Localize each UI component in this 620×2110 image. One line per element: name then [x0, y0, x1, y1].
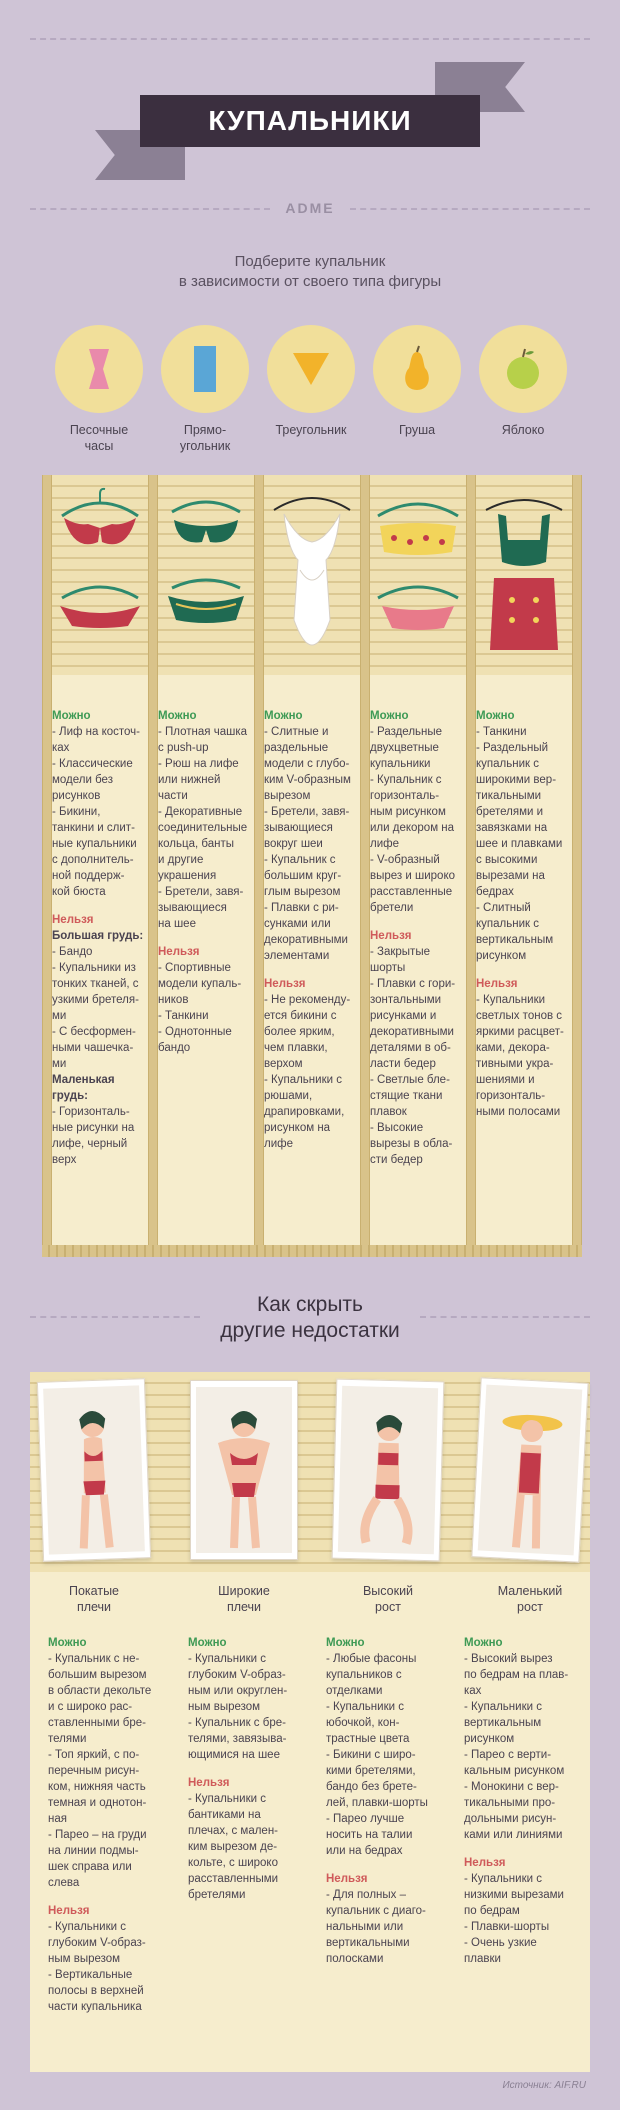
- panel-post: [42, 475, 52, 1255]
- hourglass-circle: [55, 325, 143, 413]
- body-type-label-pear: Груша: [398, 423, 436, 437]
- section-title: Как скрыть другие недостатки: [220, 1293, 400, 1342]
- woman-illustration: [57, 1402, 132, 1554]
- body-type-label-apple: Яблоко: [501, 423, 545, 437]
- page-title: КУПАЛЬНИКИ: [140, 95, 480, 147]
- triangle-circle: [267, 325, 355, 413]
- photo-frame-tall: [332, 1379, 445, 1562]
- figure-column-broad-shoulders: Можно - Купальники с глубоким V-образ- ным или округлен- ным вырезом - Купальник с бре- телями, завязыва- ющимися на шее Нельзя - Купальники с бантиками на плечах, с мален- ким вырезом де- кольте, с широко расставленными бретелями: [188, 1637, 288, 1901]
- bikini-illustration-pear: [370, 480, 466, 660]
- brand-logo: ADME: [285, 200, 335, 216]
- pear-circle: [373, 325, 461, 413]
- figure-label-broad-shoulders: Широкие плечи: [218, 1584, 270, 1614]
- figure-label-tall: Высокий рост: [362, 1584, 414, 1614]
- woman-illustration: [486, 1401, 574, 1555]
- triangle-icon: [289, 349, 333, 389]
- photo-frame-short: [471, 1377, 588, 1562]
- swimsuit-illustration-rectangle: [158, 480, 254, 660]
- hourglass-icon: [79, 347, 119, 391]
- tankini-illustration-apple: [476, 480, 572, 680]
- woman-illustration: [346, 1402, 430, 1554]
- figure-label-sloped-shoulders: Покатые плечи: [68, 1584, 120, 1614]
- figure-column-tall: Можно - Любые фасоны купальников с отделками - Купальники с юбочкой, кон- трастные цвета - Бикини с широ- кими бретелями, бандо без брете- лей, плавки-шорты - Парео лучше носить на талии или на бедрах Нельзя - Для полных – купальник с диаго- нальными или вертикальными полосками: [326, 1637, 428, 1965]
- figure-column-short: Можно - Высокий вырез по бедрам на плав- ках - Купальники с вертикальным рисунком - Парео с верти- кальным рисунком - Монокини с вер- тикальными про- дольными рисун- ками или линиями Нельзя - Купальники с низкими вырезами по бедрам - Плавки-шорты - Очень узкие плавки: [464, 1637, 569, 1965]
- apple-circle: [479, 325, 567, 413]
- column-pear: Можно - Раздельные двухцветные купальники - Купальник с горизонталь- ным рисунком или декором на лифе - V-образный вырез и широко расставленные бретели Нельзя - Закрытые шорты - Плавки с гори- зонтальными рисунками и декоративными деталями в об- ласти бедер - Светлые бле- стящие ткани плавок - Высокие вырезы в обла- сти бедер: [370, 710, 456, 1166]
- body-type-label-hourglass: Песочные часы: [69, 423, 129, 453]
- ok-list: - Лиф на косточ- ках - Классические модели без рисунков - Бикини, танкини и слит- ные купальники с дополнитель- ной поддерж- кой бюста: [52, 726, 141, 898]
- photo-frame-broad-shoulders: [190, 1380, 298, 1560]
- source-credit: Источник: AIF.RU: [502, 2080, 586, 2091]
- figure-column-sloped-shoulders: Можно - Купальник с не- большим вырезом в области декольте и с широко рас- ставленными бре- телями - Топ яркий, с по- перечным рисун- ком, нижняя часть темная и однотон- ная - Парео – на груди на линии подмы- шек справа или слева Нельзя - Купальники с глубоким V-образ- ным вырезом - Вертикальные полосы в верхней части купальника: [48, 1637, 152, 2013]
- figure-label-short: Маленький рост: [497, 1584, 563, 1614]
- rectangle-circle: [161, 325, 249, 413]
- rectangle-icon: [190, 344, 220, 394]
- column-rectangle: Можно - Плотная чашка с push-up - Рюш на лифе или нижней части - Декоративные соединительные кольца, банты и другие украшения - Бретели, завя- зывающиеся на шее Нельзя - Спортивные модели купаль- ников - Танкини - Однотонные бандо: [158, 710, 248, 1054]
- column-hourglass: Можно - Лиф на косточ- ках - Классические модели без рисунков - Бикини, танкини и слит- ные купальники с дополнитель- ной поддерж- кой бюста Нельзя Большая грудь: - Бандо - Купальники из тонких тканей, с узкими бретеля- ми - С бесформен- ными чашечка- ми Маленькая грудь: - Горизонталь- ные рисунки на лифе, черный верх: [52, 708, 150, 1168]
- bikini-illustration-hourglass: [52, 480, 148, 660]
- pear-icon: [397, 344, 437, 394]
- body-type-label-rectangle: Прямо- угольник: [179, 423, 231, 453]
- photo-frame-sloped-shoulders: [37, 1378, 151, 1562]
- column-triangle: Можно - Слитные и раздельные модели с глубо- ким V-образным вырезом - Бретели, завя- зывающиеся вокруг шеи - Купальник с большим круг- глым вырезом - Плавки с ри- сунками или декоративными элементами Нельзя - Не рекоменду- ется бикини с более ярким, чем плавки, верхом - Купальники с рюшами, драпировками, рисунком на лифе: [264, 710, 351, 1150]
- apple-icon: [501, 346, 545, 392]
- woman-illustration: [204, 1403, 284, 1553]
- page-subtitle: Подберите купальник в зависимости от своего типа фигуры: [178, 253, 442, 290]
- panel-bottom-edge: [42, 1245, 582, 1257]
- divider: [30, 38, 590, 40]
- column-apple: Можно - Танкини - Раздельный купальник с широкими вер- тикальными бретелями и завязками на шее и плавками с высокими вырезами на бедрах - Слитный купальник с вертикальным рисунком Нельзя - Купальники светлых тонов с яркими расцвет- ками, декора- тивными укра- шениями и горизонталь- ными полосами: [476, 710, 564, 1118]
- swimsuit-illustration-triangle: [264, 480, 360, 680]
- body-type-label-triangle: Треугольник: [275, 423, 347, 437]
